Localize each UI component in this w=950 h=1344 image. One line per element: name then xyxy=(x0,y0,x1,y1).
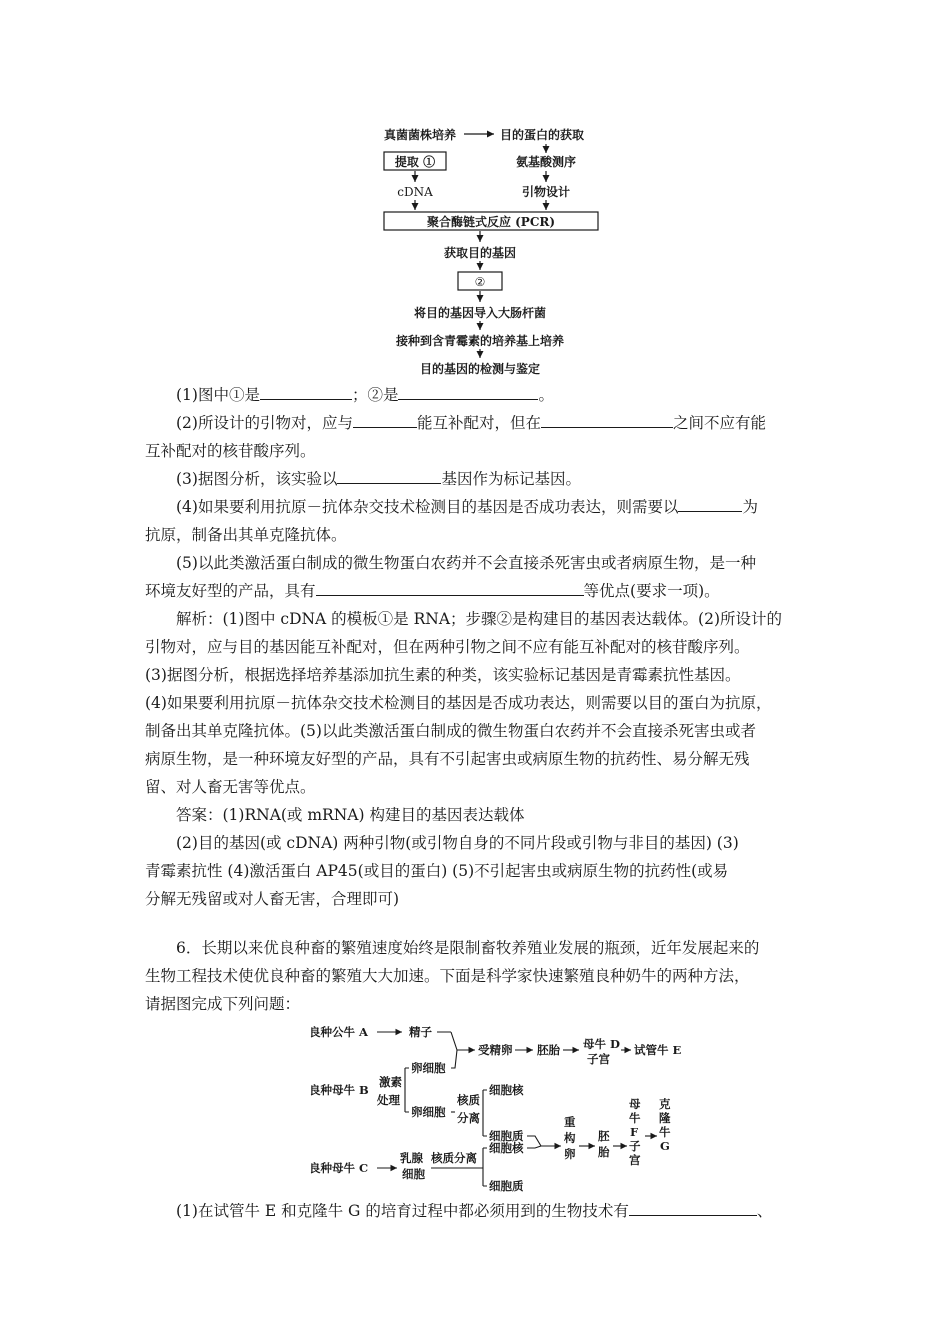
clone-g-4: G xyxy=(660,1139,670,1153)
q5-line-2: (2)所设计的引物对，应与 能互补配对，但在 之间不应有能 xyxy=(176,414,766,432)
blank-8 xyxy=(629,1201,757,1216)
analysis-line-7: 留、对人畜无害等优点。 xyxy=(145,778,316,796)
clone-g-3: 牛 xyxy=(659,1125,671,1139)
cytoplasm-1-label: 细胞质 xyxy=(489,1129,524,1143)
answer-line-1: 答案：(1)RNA(或 mRNA) 构建目的基因表达载体 xyxy=(176,806,525,824)
embryo-2-label-1: 胚 xyxy=(598,1129,610,1143)
gene-cloning-flowchart xyxy=(370,120,620,380)
blank-7 xyxy=(316,581,584,596)
cattle-breeding-diagram xyxy=(305,1020,685,1195)
fungal-culture-label: 真菌菌株培养 xyxy=(384,128,457,142)
step2-label: ② xyxy=(474,275,486,289)
analysis-line-3: (3)据图分析，根据选择培养基添加抗生素的种类，该实验标记基因是青霉素抗性基因。 xyxy=(145,666,741,684)
q6-line-1: 6．长期以来优良种畜的繁殖速度始终是限制畜牧养殖业发展的瓶颈，近年发展起来的 xyxy=(176,939,760,957)
reconstructed-egg-2: 构 xyxy=(564,1131,576,1145)
q5-line-7: (5)以此类激活蛋白制成的微生物蛋白农药并不会直接杀死害虫或者病原生物，是一种 xyxy=(176,554,756,572)
uterus-d-label-2: 子宫 xyxy=(587,1052,610,1066)
import-label: 将目的基因导入大肠杆菌 xyxy=(413,306,547,320)
target-protein-label: 目的蛋白的获取 xyxy=(500,128,585,142)
clone-g-1: 克 xyxy=(659,1097,671,1111)
cdna-label: cDNA xyxy=(397,185,433,199)
q5-line-3: 互补配对的核苷酸序列。 xyxy=(145,442,316,460)
q5-line-1: (1)图中①是 ；②是 。 xyxy=(176,386,554,404)
separation-1-label-2: 分离 xyxy=(457,1111,480,1125)
blank-5 xyxy=(337,469,441,484)
hormone-label-1: 激素 xyxy=(379,1075,402,1089)
extract-label: 提取 ① xyxy=(394,155,436,169)
primer-design-label: 引物设计 xyxy=(521,185,571,199)
answer-line-3: 青霉素抗性 (4)激活蛋白 AP45(或目的蛋白) (5)不引起害虫或病原生物的抗药性(或易 xyxy=(145,862,729,880)
blank-2 xyxy=(398,385,538,400)
q6-sub-1: (1)在试管牛 E 和克隆牛 G 的培育过程中都必须用到的生物技术有 、 xyxy=(176,1202,773,1220)
cow-c-label: 良种母牛 C xyxy=(309,1161,369,1175)
analysis-line-1: 解析：(1)图中 cDNA 的模板①是 RNA；步骤②是构建目的基因表达载体。(2)所设计的 xyxy=(176,610,782,628)
blank-1 xyxy=(260,385,352,400)
egg-cell-2-label: 卵细胞 xyxy=(411,1105,446,1119)
nucleus-2-label: 细胞核 xyxy=(489,1141,524,1155)
uterus-f-3: F xyxy=(630,1125,639,1139)
analysis-line-4: (4)如果要利用抗原－抗体杂交技术检测目的基因是否成功表达，则需要以目的蛋白为抗原， xyxy=(145,694,772,712)
blank-3 xyxy=(353,413,417,428)
uterus-f-5: 宫 xyxy=(629,1153,641,1167)
separation-2-label: 核质分离 xyxy=(431,1151,477,1165)
analysis-line-6: 病原生物，是一种环境友好型的产品，具有不引起害虫或病原生物的抗药性、易分解无残 xyxy=(145,750,750,768)
analysis-line-2: 引物对，应与目的基因能互补配对，但在两种引物之间不应有能互补配对的核苷酸序列。 xyxy=(145,638,750,656)
uterus-f-4: 子 xyxy=(629,1139,641,1153)
nucleus-1-label: 细胞核 xyxy=(489,1083,524,1097)
blank-4 xyxy=(541,413,673,428)
separation-1-label-1: 核质 xyxy=(457,1093,480,1107)
inoculate-label: 接种到含青霉素的培养基上培养 xyxy=(395,334,565,348)
uterus-f-2: 牛 xyxy=(629,1111,641,1125)
calf-e-label: 试管牛 E xyxy=(634,1043,682,1057)
uterus-d-label-1: 母牛 D xyxy=(583,1037,620,1051)
q6-line-2: 生物工程技术使优良种畜的繁殖大大加速。下面是科学家快速繁殖良种奶牛的两种方法， xyxy=(145,967,750,985)
reconstructed-egg-3: 卵 xyxy=(564,1147,576,1161)
hormone-label-2: 处理 xyxy=(377,1093,400,1107)
clone-g-2: 隆 xyxy=(659,1111,671,1125)
cytoplasm-2-label: 细胞质 xyxy=(489,1179,524,1193)
analysis-line-5: 制备出其单克隆抗体。(5)以此类激活蛋白制成的微生物蛋白农药并不会直接杀死害虫或者 xyxy=(145,722,756,740)
q5-line-8: 环境友好型的产品，具有 等优点(要求一项)。 xyxy=(145,582,720,600)
q6-line-3: 请据图完成下列问题： xyxy=(145,995,301,1013)
embryo-2-label-2: 胎 xyxy=(598,1145,610,1159)
sperm-label: 精子 xyxy=(409,1025,432,1039)
blank-6 xyxy=(678,497,742,512)
cow-b-label: 良种母牛 B xyxy=(309,1083,369,1097)
get-gene-label: 获取目的基因 xyxy=(443,246,517,260)
q5-line-5: (4)如果要利用抗原－抗体杂交技术检测目的基因是否成功表达，则需要以 为 xyxy=(176,498,758,516)
mammary-label-2: 细胞 xyxy=(402,1167,425,1181)
amino-seq-label: 氨基酸测序 xyxy=(515,155,577,169)
detect-label: 目的基因的检测与鉴定 xyxy=(419,362,541,376)
uterus-f-1: 母 xyxy=(629,1097,641,1111)
q5-line-6: 抗原，制备出其单克隆抗体。 xyxy=(145,526,347,544)
fertilized-egg-label: 受精卵 xyxy=(478,1043,513,1057)
q5-line-4: (3)据图分析，该实验以 基因作为标记基因。 xyxy=(176,470,581,488)
bull-a-label: 良种公牛 A xyxy=(309,1025,368,1039)
egg-cell-1-label: 卵细胞 xyxy=(411,1061,446,1075)
pcr-label: 聚合酶链式反应 (PCR) xyxy=(426,215,556,229)
mammary-label-1: 乳腺 xyxy=(400,1151,423,1165)
reconstructed-egg-1: 重 xyxy=(564,1115,576,1129)
answer-line-4: 分解无残留或对人畜无害，合理即可) xyxy=(145,890,400,908)
embryo-label: 胚胎 xyxy=(537,1043,560,1057)
answer-line-2: (2)目的基因(或 cDNA) 两种引物(或引物自身的不同片段或引物与非目的基因) (3) xyxy=(176,834,739,852)
